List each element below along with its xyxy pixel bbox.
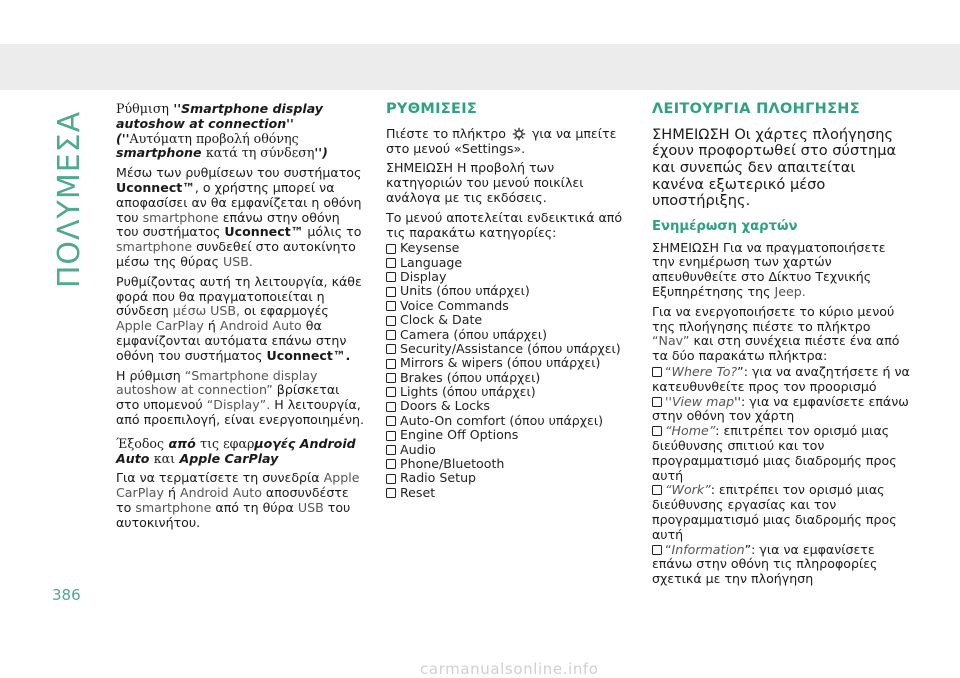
menu-category-label: Display [400,268,447,284]
paragraph-settings-note: ΣΗΜΕΙΩΣΗ Η προβολή των κατηγοριών του μενού ποικίλει ανάλογα με τις εκδόσεις. [386,160,584,205]
menu-category-item [386,357,630,371]
nav-option-where-to: “Where To?”: για να αναζητήσετε ή να κατευθυνθείτε προς τον προορισμό [652,363,910,394]
paragraph-settings-intro: Μέσω των ρυθμίσεων του συστήματος Uconnect™, ο χρήστης μπορεί να αποφασίσει αν θα εμφανίζεται η οθόνη του smartphone επάνω στην οθόνη του συστήματος Uconnect™ μόλις το smartphone συνδεθεί στο αυτοκίνητο μέσω της θύρας USB. [116,165,362,269]
checkbox-icon [386,488,396,498]
menu-category-label: Audio [400,441,436,457]
menu-category-note: (όπου υπάρχει) [438,384,536,400]
checkbox-icon [386,272,396,282]
paragraph-setting-location: Η ρύθμιση “Smartphone display autoshow at connection” βρίσκεται στο υπομενού “Display”. Η λειτουργία, από προεπιλογή, είναι ενεργοποιημένη. [116,367,364,427]
heading-settings: ΡΥΘΜΙΣΕΙΣ [386,101,478,117]
column-smartphone-display [116,102,366,536]
checkbox-icon [386,373,396,383]
checkbox-icon [386,301,396,311]
heading-exit-apps: Έξοδος από τις εφαρμογές Android Auto και Apple CarPlay [116,435,356,466]
menu-category-label: Units [400,283,433,299]
checkbox-icon [652,367,662,377]
paragraph-map-update: ΣΗΜΕΙΩΣΗ Για να πραγματοποιήσετε την ενημέρωση των χαρτών απευθυνθείτε στο Δίκτυο Τεχνικής Εξυπηρέτησης της Jeep. [652,239,886,299]
heading-smartphone-autoshow: Ρύθμιση ''Smartphone display autoshow at connection'' (''Αυτόματη προβολή οθόνης smartphone κατά τη σύνδεση'') [116,101,328,161]
checkbox-icon [386,316,396,326]
menu-category-item [386,400,630,414]
paragraph-navigation-note: ΣΗΜΕΙΩΣΗ Οι χάρτες πλοήγησης έχουν προφορτωθεί στο σύστημα και συνεπώς δεν απαιτείται κανένα εξωτερικό μέσο υποστήριξης. [652,125,897,210]
menu-category-label: Brakes [400,369,443,385]
checkbox-icon [386,445,396,455]
menu-category-label: Voice Commands [400,297,509,313]
menu-category-note: (όπου υπάρχει) [523,340,621,356]
checkbox-icon [386,359,396,369]
checkbox-icon [386,287,396,297]
checkbox-icon [652,426,662,436]
menu-category-item [386,486,630,500]
heading-navigation: ΛΕΙΤΟΥΡΓΙΑ ΠΛΟΗΓΗΣΗΣ [652,101,860,117]
menu-category-item [386,428,630,442]
menu-category-label: Lights [400,384,438,400]
checkbox-icon [386,416,396,426]
checkbox-icon [386,459,396,469]
checkbox-icon [386,387,396,397]
menu-category-note: (όπου υπάρχει) [432,283,530,299]
side-section-title [52,104,88,294]
column-navigation [652,102,910,587]
settings-menu-list [386,241,630,500]
menu-category-label: Camera [400,326,450,342]
gear-icon [512,127,526,141]
checkbox-icon [652,545,662,555]
column-settings [386,102,630,504]
checkbox-icon [386,402,396,412]
menu-category-note: (όπου υπάρχει) [449,326,548,342]
menu-category-label: Clock & Date [400,312,483,328]
menu-category-label: Language [400,254,463,270]
paragraph-nav-menu: Για να ενεργοποιήσετε το κύριο μενού της πλοήγησης πιέστε το πλήκτρο “Nav” και στη συνέχεια πιέστε ένα από τα δύο παρακάτω πλήκτρα: [652,303,900,364]
menu-category-note: (όπου υπάρχει) [505,412,604,428]
checkbox-icon [386,330,396,340]
menu-category-item [386,313,630,327]
side-section-title-text: ΠΟΛΥΜΕΣΑ [52,110,88,288]
menu-category-label: Phone/Bluetooth [400,456,505,472]
checkbox-icon [386,474,396,484]
checkbox-icon [652,397,662,407]
header-band [0,44,960,90]
menu-category-item [386,328,630,342]
checkbox-icon [386,244,396,254]
menu-category-item [386,285,630,299]
menu-category-note: (όπου υπάρχει) [502,355,601,371]
nav-option-work: “Work”: επιτρέπει τον ορισμό μιας διεύθυνσης εργασίας και τον προγραμματισμό μιας διαδρομής προς αυτή [652,482,897,542]
page-number: 386 [52,586,81,604]
nav-option-view-map: ''View map'': για να εμφανίσετε επάνω στην οθόνη τον χάρτη [652,393,909,424]
menu-category-note: (όπου υπάρχει) [442,369,541,385]
menu-category-item [386,472,630,486]
paragraph-autoshow-behavior: Ρυθμίζοντας αυτή τη λειτουργία, κάθε φορά που θα πραγματοποιείται η σύνδεση μέσω USB, οι εφαρμογές Apple CarPlay ή Android Auto θα εμφανίζονται αυτόματα επάνω στην οθόνη του συστήματος Uconnect™. [116,273,362,363]
checkbox-icon [386,344,396,354]
paragraph-settings-button: Πιέστε το πλήκτρο για να μπείτε στο μενού «Settings». [386,125,617,156]
menu-category-label: Keysense [400,240,460,256]
menu-category-item [386,256,630,270]
menu-category-label: Mirrors & wipers [400,355,503,371]
menu-category-label: Doors & Locks [400,398,490,414]
menu-category-item [386,241,630,255]
menu-category-label: Auto-On comfort [400,412,506,428]
heading-map-update: Ενημέρωση χαρτών [652,218,798,234]
menu-category-label: Reset [400,484,436,500]
menu-category-label: Engine Off Options [400,427,519,443]
checkbox-icon [386,258,396,268]
nav-option-home: “Home”: επιτρέπει τον ορισμό μιας διεύθυνσης σπιτιού και τον προγραμματισμό μιας διαδρομής προς αυτή [652,423,897,483]
paragraph-end-session: Για να τερματίσετε τη συνεδρία Apple CarPlay ή Android Auto αποσυνδέστε το smartphone από τη θύρα USB του αυτοκινήτου. [116,470,360,530]
watermark-text: carmanualsonline.info [420,660,599,678]
checkbox-icon [386,431,396,441]
nav-option-information: “Information”: για να εμφανίσετε επάνω στην οθόνη τις πληροφορίες σχετικά με την πλοήγηση [652,541,878,587]
checkbox-icon [652,485,662,495]
menu-category-label: Security/Assistance [400,340,524,356]
menu-category-label: Radio Setup [400,470,477,486]
paragraph-menu-categories: Το μενού αποτελείται ενδεικτικά από τις παρακάτω κατηγορίες: [386,209,623,240]
